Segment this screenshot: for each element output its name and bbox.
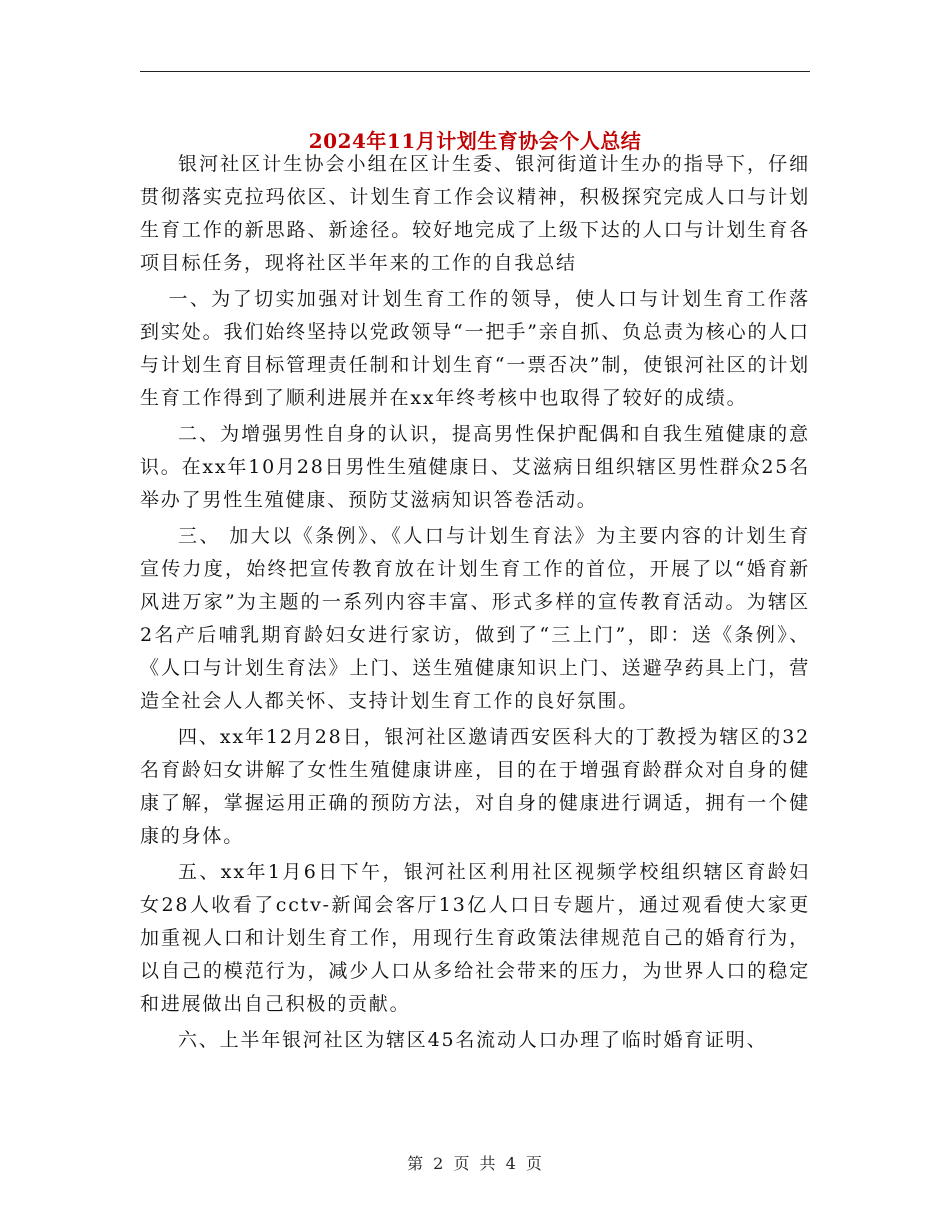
paragraph-section-1: 一、为了切实加强对计划生育工作的领导，使人口与计划生育工作落到实处。我们始终坚持以党政领导“一把手”亲自抓、负总责为核心的人口与计划生育目标管理责任制和计划生育“一票否决”制，使银河社区的计划生育工作得到了顺利进展并在xx年终考核中也取得了较好的成绩。 [140,288,810,409]
paragraph-section-3: 三、 加大以《条例》、《人口与计划生育法》为主要内容的计划生育宣传力度，始终把宣传教育放在计划生育工作的首位，开展了以“婚育新风进万家”为主题的一系列内容丰富、形式多样的宣传教育活动。为辖区2名产后哺乳期育龄妇女进行家访，做到了“三上门”，即：送《条例》、《人口与计划生育法》上门、送生殖健康知识上门、送避孕药具上门，营造全社会人人都关怀、支持计划生育工作的良好氛围。 [140,525,810,712]
paragraph-section-6: 六、上半年银河社区为辖区45名流动人口办理了临时婚育证明、 [178,1029,768,1051]
paragraph-section-2: 二、为增强男性自身的认识，提高男性保护配偶和自我生殖健康的意识。在xx年10月28日男性生殖健康日、艾滋病日组织辖区男性群众25名举办了男性生殖健康、预防艾滋病知识答卷活动。 [140,423,810,511]
page-number-footer: 第 2 页 共 4 页 [407,1154,543,1173]
header-rule [140,71,810,72]
paragraph-section-5: 五、xx年1月6日下午，银河社区利用社区视频学校组织辖区育龄妇女28人收看了cctv-新闻会客厅13亿人口日专题片，通过观看使大家更加重视人口和计划生育工作，用现行生育政策法律规范自己的婚育行为，以自己的模范行为，减少人口从多给社会带来的压力，为世界人口的稳定和进展做出自己积极的贡献。 [140,861,810,1015]
paragraph-section-4: 四、xx年12月28日，银河社区邀请西安医科大的丁教授为辖区的32名育龄妇女讲解了女性生殖健康讲座，目的在于增强育龄群众对自身的健康了解，掌握运用正确的预防方法，对自身的健康进行调适，拥有一个健康的身体。 [140,726,810,847]
document-title: 2024年11月计划生育协会个人总结 [308,129,642,154]
document-body [140,148,810,1060]
paragraph-intro: 银河社区计生协会小组在区计生委、银河街道计生办的指导下，仔细贯彻落实克拉玛依区、计划生育工作会议精神，积极探究完成人口与计划生育工作的新思路、新途径。较好地完成了上级下达的人口与计划生育各项目标任务，现将社区半年来的工作的自我总结 [140,153,810,274]
